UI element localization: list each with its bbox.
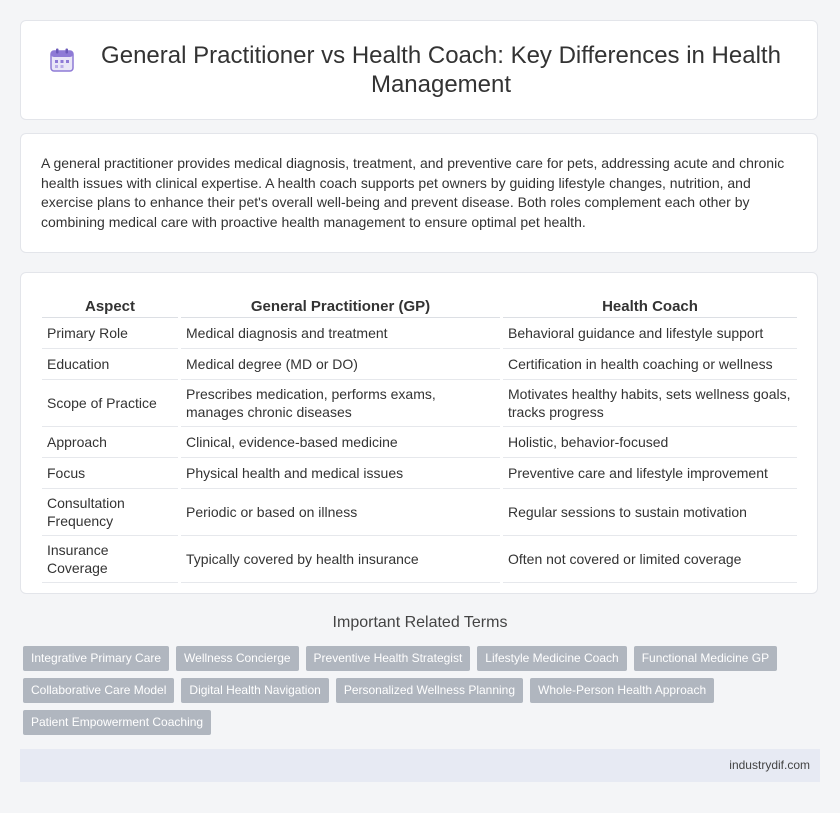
related-term-tag[interactable]: Preventive Health Strategist: [306, 646, 471, 671]
table-row: [42, 318, 797, 349]
comparison-card: [20, 272, 818, 594]
table-header-row: [42, 293, 797, 318]
cell-health-coach: Holistic, behavior-focused: [503, 427, 797, 458]
cell-health-coach: Regular sessions to sustain motivation: [503, 489, 797, 536]
cell-health-coach: Motivates healthy habits, sets wellness goals, tracks progress: [503, 380, 797, 427]
related-term-tag[interactable]: Lifestyle Medicine Coach: [477, 646, 626, 671]
related-term-tag[interactable]: Integrative Primary Care: [23, 646, 169, 671]
header-card: [20, 20, 818, 120]
cell-gp: Medical diagnosis and treatment: [181, 318, 500, 349]
cell-gp: Physical health and medical issues: [181, 458, 500, 489]
cell-gp: Prescribes medication, performs exams, manages chronic diseases: [181, 380, 500, 427]
intro-card: [20, 133, 818, 253]
comparison-table: [39, 293, 800, 583]
cell-gp: Clinical, evidence-based medicine: [181, 427, 500, 458]
cell-health-coach: Behavioral guidance and lifestyle support: [503, 318, 797, 349]
related-term-tag[interactable]: Personalized Wellness Planning: [336, 678, 523, 703]
cell-health-coach: Often not covered or limited coverage: [503, 536, 797, 583]
footer-site-link[interactable]: industrydif.com: [729, 758, 810, 772]
cell-aspect: Consultation Frequency: [42, 489, 178, 536]
table-row: [42, 380, 797, 427]
cell-aspect: Education: [42, 349, 178, 380]
page-title: General Practitioner vs Health Coach: Key Differences in Health Management: [101, 42, 781, 98]
related-terms-list: [23, 646, 823, 742]
table-row: [42, 536, 797, 583]
table-row: [42, 489, 797, 536]
table-row: [42, 458, 797, 489]
cell-health-coach: Certification in health coaching or wellness: [503, 349, 797, 380]
column-header-aspect: Aspect: [42, 293, 178, 318]
related-term-tag[interactable]: Whole-Person Health Approach: [530, 678, 714, 703]
cell-aspect: Scope of Practice: [42, 380, 178, 427]
cell-aspect: Focus: [42, 458, 178, 489]
cell-gp: Medical degree (MD or DO): [181, 349, 500, 380]
cell-aspect: Approach: [42, 427, 178, 458]
related-term-tag[interactable]: Wellness Concierge: [176, 646, 299, 671]
cell-gp: Typically covered by health insurance: [181, 536, 500, 583]
column-header-gp: General Practitioner (GP): [181, 293, 500, 318]
related-term-tag[interactable]: Patient Empowerment Coaching: [23, 710, 211, 735]
related-term-tag[interactable]: Digital Health Navigation: [181, 678, 328, 703]
cell-health-coach: Preventive care and lifestyle improvement: [503, 458, 797, 489]
related-term-tag[interactable]: Collaborative Care Model: [23, 678, 174, 703]
related-term-tag[interactable]: Functional Medicine GP: [634, 646, 777, 671]
cell-gp: Periodic or based on illness: [181, 489, 500, 536]
table-row: [42, 427, 797, 458]
table-row: [42, 349, 797, 380]
cell-aspect: Primary Role: [42, 318, 178, 349]
column-header-health-coach: Health Coach: [503, 293, 797, 318]
footer: [20, 749, 820, 782]
intro-text: A general practitioner provides medical diagnosis, treatment, and preventive care for pets, addressing acute and chronic health issues with clinical expertise. A health coach supports pet owners by guiding lifestyle changes, nutrition, and exercise plans to enhance their pet's overall well-being and prevent disease. Both roles complement each other by combining medical care with proactive health management to ensure optimal pet health.: [41, 155, 785, 230]
cell-aspect: Insurance Coverage: [42, 536, 178, 583]
calendar-icon: [49, 47, 75, 73]
related-terms-title: Important Related Terms: [332, 614, 508, 631]
